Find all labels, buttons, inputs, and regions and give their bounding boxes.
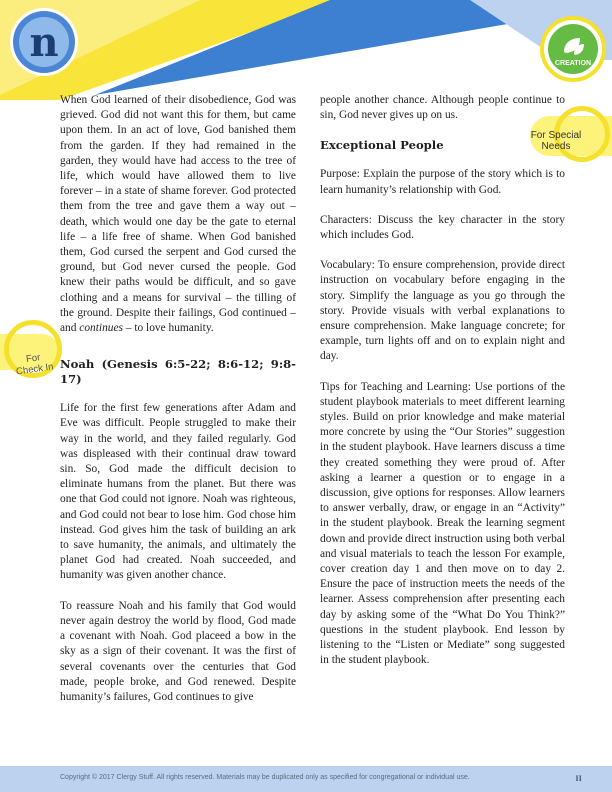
- characters-paragraph: Characters: Discuss the key character in the story which includes God.: [320, 213, 565, 242]
- check-in-tab: [0, 312, 70, 382]
- n-logo: [8, 6, 80, 78]
- left-column: [60, 93, 296, 720]
- right-column: [320, 93, 565, 684]
- paragraph: To reassure Noah and his family that God would never again destroy the world by flood, God made a covenant with Noah. God placeed a bow in the sky as a sign of their covenant. It was the first of several covenants over the centuries that God made, people broke, and God renewed. Despite humanity’s failures, God continues to give: [60, 599, 296, 703]
- header-decoration: [0, 0, 612, 100]
- paragraph: Life for the first few generations after Adam and Eve was difficult. People struggled to make their way in the world, and they failed regularly. God was displeased with their continual draw toward sin. So, God made the difficult decision to eliminate humans from the planet. But there was one that God could not ignore. Noah was righteous, and God could not bear to lose him. God chose him instead. God gives him the task of building an ark to save humanity, the animals, and ultimately the planet God had created. Noah succeeded, and humanity was given another chance.: [60, 402, 296, 582]
- footer: [0, 766, 612, 792]
- creation-badge: [540, 16, 606, 82]
- special-needs-tab: [514, 112, 606, 168]
- vocabulary-paragraph: Vocabulary: To ensure comprehension, provide direct instruction on vocabulary before engaging in the story. Simplify the language as you go through the story. Provide visuals with verbal explanations to ensure comprehension. Make language concrete; for example, turn lights off and on to explain night and day.: [320, 259, 565, 363]
- section-heading-exceptional-people: Exceptional People: [320, 138, 444, 153]
- page-number: II: [575, 773, 582, 783]
- purpose-paragraph: Purpose: Explain the purpose of the story which is to learn humanity’s relationship with God.: [320, 168, 565, 196]
- badge-label: CREATION: [554, 60, 592, 67]
- paragraph: people another chance. Although people continue to sin, God never gives up on us.: [320, 94, 565, 122]
- special-needs-label: For Special Needs: [530, 130, 582, 152]
- paragraph: When God learned of their disobedience, God was grieved. God did not want this for them, but came upon them. In an act of love, God banished them from the garden. If they had remained in the garden, they would have had access to the tree of life, which would have allowed them to live forever – in a state of shame forever. God protected them from the tree and gave them a way out – death, which would one day be the gate to eternal life – a life free of shame. When God banished them, God cursed the serpent and God cursed the ground, but God never cursed the people. God knew their paths would be difficult, and so gave clothing and a means for survival – the tilling of the ground. Despite their failings, God continued – and continues – to love humanity.: [60, 94, 296, 335]
- section-heading-noah: Noah (Genesis 6:5-22; 8:6-12; 9:8-17): [60, 357, 296, 387]
- logo-letter: n: [29, 19, 59, 66]
- copyright-text: Copyright © 2017 Clergy Stuff. All rights reserved. Materials may be duplicated only as specified for congregational or individual use.: [60, 774, 470, 781]
- tips-paragraph: Tips for Teaching and Learning: Use portions of the student playbook materials to meet different learning styles. Build on prior knowledge and make material more concrete by using the “Our Stories” suggestion in the student playbook. Have learners discuss a time they created something they were proud of. After asking a learner a question or to engage in a discussion, give options for responses. Allow learners to answer verbally, draw, or engage in an “Activity” in the student playbook. Break the learning segment down and provide direct instruction using both verbal and visual materials to teach the lesson For example, cover creation day 1 and then move on to day 2. Ensure the pace of instruction meets the needs of the learner. Assess comprehension after presenting each day by asking some of the “What Do You Think?” questions in the student playbook. End lesson by listening to the “Listen or Mediate” song suggested in the student playbook.: [320, 380, 565, 667]
- check-in-label: For Check In: [15, 352, 55, 378]
